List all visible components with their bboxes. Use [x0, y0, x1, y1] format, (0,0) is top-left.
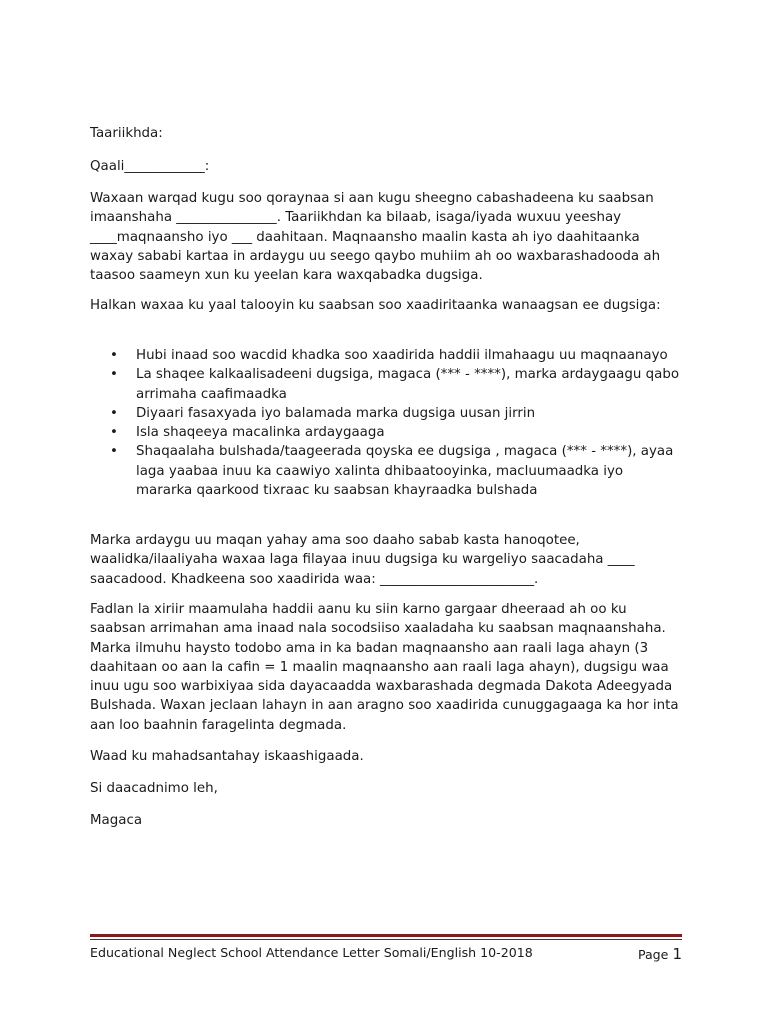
thanks-line: Waad ku mahadsantahay iskaashigaada. [90, 749, 364, 764]
absence-policy-paragraph: Marka ardaygu uu maqan yahay ama soo daaho sabab kasta hanoqotee, waalidka/ilaaliyaha waxaa laga filayaa inuu dugsiga ku wargeliyo saacadaha ____ saacadood. Khadkeena soo xaadirida waa: _______________________. [90, 533, 635, 587]
footer-title: Educational Neglect School Attendance Letter Somali/English 10-2018 [90, 945, 533, 960]
page-number: 1 [672, 945, 682, 963]
footer-divider [90, 934, 682, 937]
page-indicator [638, 945, 682, 963]
bullet-icon: • [110, 367, 118, 383]
date-line: Taariikhda: [90, 126, 163, 141]
intro-paragraph: Waxaan warqad kugu soo qoraynaa si aan kugu sheegno cabashadeena ku saabsan imaanshaha _______________. Taariikhdan ka bilaab, isaga/iyada wuxuu yeeshay ____maqnaansho iyo ___ daahitaan. Maqnaansho maalin kasta ah iyo daahitaanka waxay sababi kartaa in ardaygu uu seego qaybo muhiim ah oo waxbarashadooda ah taasoo saameyn xun ku yeelan kara waxqabadka dugsiga. [90, 191, 661, 284]
footer-divider-thin [90, 939, 682, 940]
list-item: • Shaqaalaha bulshada/taageerada qoyska ee dugsiga , magaca (*** - ****), ayaa laga yaabaa inuu ka caawiyo xalinta dhibaatooyinka, macluumaadka iyo mararka qaarkood tixraac ku saabsan khayraadka bulshada [110, 444, 674, 499]
signature-line: Magaca [90, 813, 143, 828]
bullet-icon: • [110, 348, 118, 363]
salutation: Qaali____________: [90, 159, 210, 174]
list-item: • Isla shaqeeya macalinka ardaygaaga [90, 423, 682, 442]
list-item: • Hubi inaad soo wacdid khadka soo xaadirida haddii ilmahaagu uu maqnaanayo [90, 346, 682, 365]
tips-list [90, 346, 682, 500]
tips-lead: Halkan waxaa ku yaal talooyin ku saabsan soo xaadiritaanka wanaagsan ee dugsiga: [90, 298, 661, 313]
bullet-icon: • [110, 425, 118, 441]
contact-paragraph: Fadlan la xiriir maamulaha haddii aanu ku siin karno gargaar dheeraad ah oo ku saabsan arrimahan ama inaad nala socodsiiso xaaladaha ku saabsan maqnaanshaha. Marka ilmuhu haysto todobo ama in ka badan maqnaansho aan raali laga ahayn (3 daahitaan oo aan la cafin = 1 maalin maqnaansho aan raali laga ahayn), dugsigu waa inuu ugu soo warbixiyaa sida dayacaadda waxbarashada degmada Dakota Adeegyada Bulshada. Waxan jeclaan lahayn in aan aragno soo xaadirida cunuggagaaga ka hor inta aan loo baahnin faragelinta degmada. [90, 602, 679, 733]
bullet-icon: • [110, 444, 118, 460]
list-item: • La shaqee kalkaalisadeeni dugsiga, magaca (*** - ****), marka ardaygaagu qabo arrimaha caafimaadka [110, 367, 680, 402]
bullet-icon: • [110, 405, 118, 421]
list-item: • Diyaari fasaxyada iyo balamada marka dugsiga uusan jirrin [90, 404, 682, 423]
page-label: Page [637, 947, 669, 962]
closing-line: Si daacadnimo leh, [90, 781, 218, 796]
